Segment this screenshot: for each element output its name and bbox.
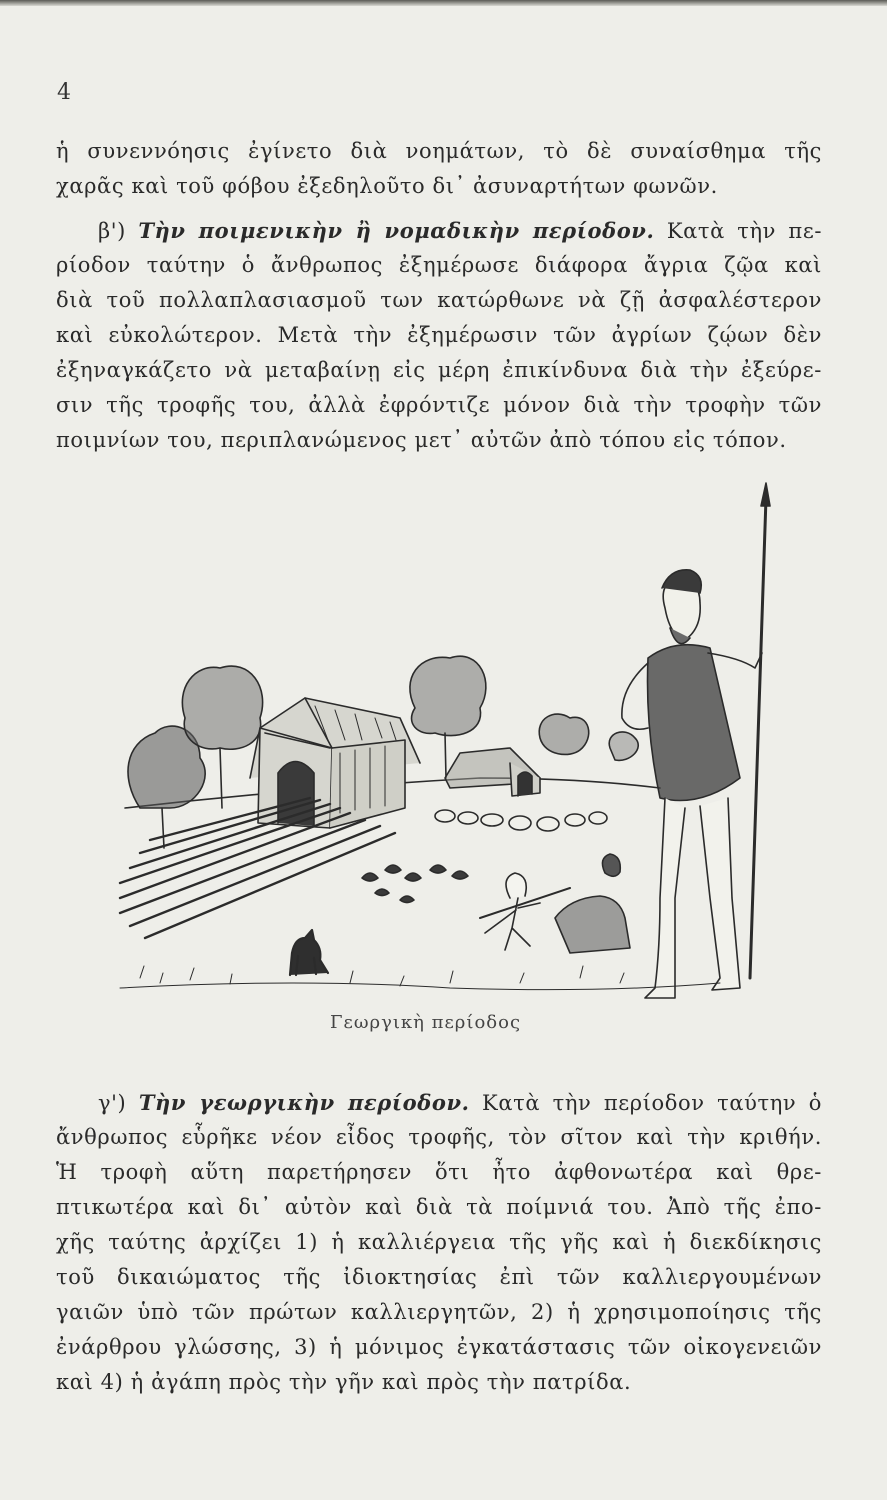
page-number: 4 [57, 80, 71, 105]
paragraph-2 [56, 213, 822, 458]
text-run: Κατὰ τὴν περίοδον ταύτην ὁ [482, 1091, 822, 1115]
section-heading: Τὴν ποιμενικὴν ἢ νομαδικὴν περίοδον. [138, 218, 655, 243]
text-line: πτικωτέρα καὶ δι᾽ αὐτὸν καὶ διὰ τὰ ποίμνιά του. Ἀπὸ τῆς ἐπο- [56, 1195, 822, 1219]
text-line: ρίοδον ταύτην ὁ ἄνθρωπος ἐξημέρωσε διάφορα ἄγρια ζῷα καὶ [56, 253, 822, 277]
text-line: ἄνθρωπος εὗρῆκε νέον εἶδος τροφῆς, τὸν σῖτον καὶ τὴν κριθήν. [56, 1125, 822, 1149]
paragraph-1 [56, 134, 822, 204]
text-line: ποιμνίων του, περιπλανώμενος μετ᾽ αὐτῶν ἀπὸ τόπου εἰς τόπον. [56, 428, 787, 452]
text-line: χαρᾶς καὶ τοῦ φόβου ἐξεδηλοῦτο δι᾽ ἀσυναρτήτων φωνῶν. [56, 174, 718, 198]
section-marker: γ') [98, 1091, 127, 1115]
text-line: διὰ τοῦ πολλαπλασιασμοῦ των κατώρθωνε νὰ ζῇ ἀσφαλέστερον [56, 288, 822, 312]
text-line: τοῦ δικαιώματος τῆς ἰδιοκτησίας ἐπὶ τῶν καλλιεργουμένων [56, 1265, 822, 1289]
farming-period-illustration [100, 478, 790, 1008]
paragraph-3 [56, 1085, 822, 1400]
section-heading: Τὴν γεωργικὴν περίοδον. [138, 1090, 470, 1115]
text-line: ἡ συνεννόησις ἐγίνετο διὰ νοημάτων, τὸ δὲ συναίσθημα τῆς [56, 139, 822, 163]
text-line: ἐνάρθρου γλώσσης, 3) ἡ μόνιμος ἐγκατάστασις τῶν οἰκογενειῶν [56, 1335, 822, 1359]
text-line: σιν τῆς τροφῆς του, ἀλλὰ ἐφρόντιζε μόνον διὰ τὴν τροφὴν τῶν [56, 393, 822, 417]
scan-top-edge [0, 0, 887, 6]
paragraph-2-first-line [56, 213, 822, 248]
text-line: Ἡ τροφὴ αὕτη παρετήρησεν ὅτι ἦτο ἀφθονωτέρα καὶ θρε- [56, 1160, 822, 1184]
text-run: Κατὰ τὴν πε- [666, 219, 822, 243]
text-line: ἐξηναγκάζετο νὰ μεταβαίνῃ εἰς μέρη ἐπικίνδυνα διὰ τὴν ἐξεύρε- [56, 358, 822, 382]
text-line: γαιῶν ὑπὸ τῶν πρώτων καλλιεργητῶν, 2) ἡ χρησιμοποίησις τῆς [56, 1300, 822, 1324]
text-line: καὶ εὐκολώτερον. Μετὰ τὴν ἐξημέρωσιν τῶν ἀγρίων ζῴων δὲν [56, 323, 822, 347]
text-line: χῆς ταύτης ἀρχίζει 1) ἡ καλλιέργεια τῆς γῆς καὶ ἡ διεκδίκησις [56, 1230, 822, 1254]
section-marker: β') [98, 219, 126, 243]
paragraph-3-first-line [56, 1085, 822, 1120]
text-line: καὶ 4) ἡ ἀγάπη πρὸς τὴν γῆν καὶ πρὸς τὴν πατρίδα. [56, 1370, 632, 1394]
figure-caption: Γεωργικὴ περίοδος [330, 1012, 522, 1033]
